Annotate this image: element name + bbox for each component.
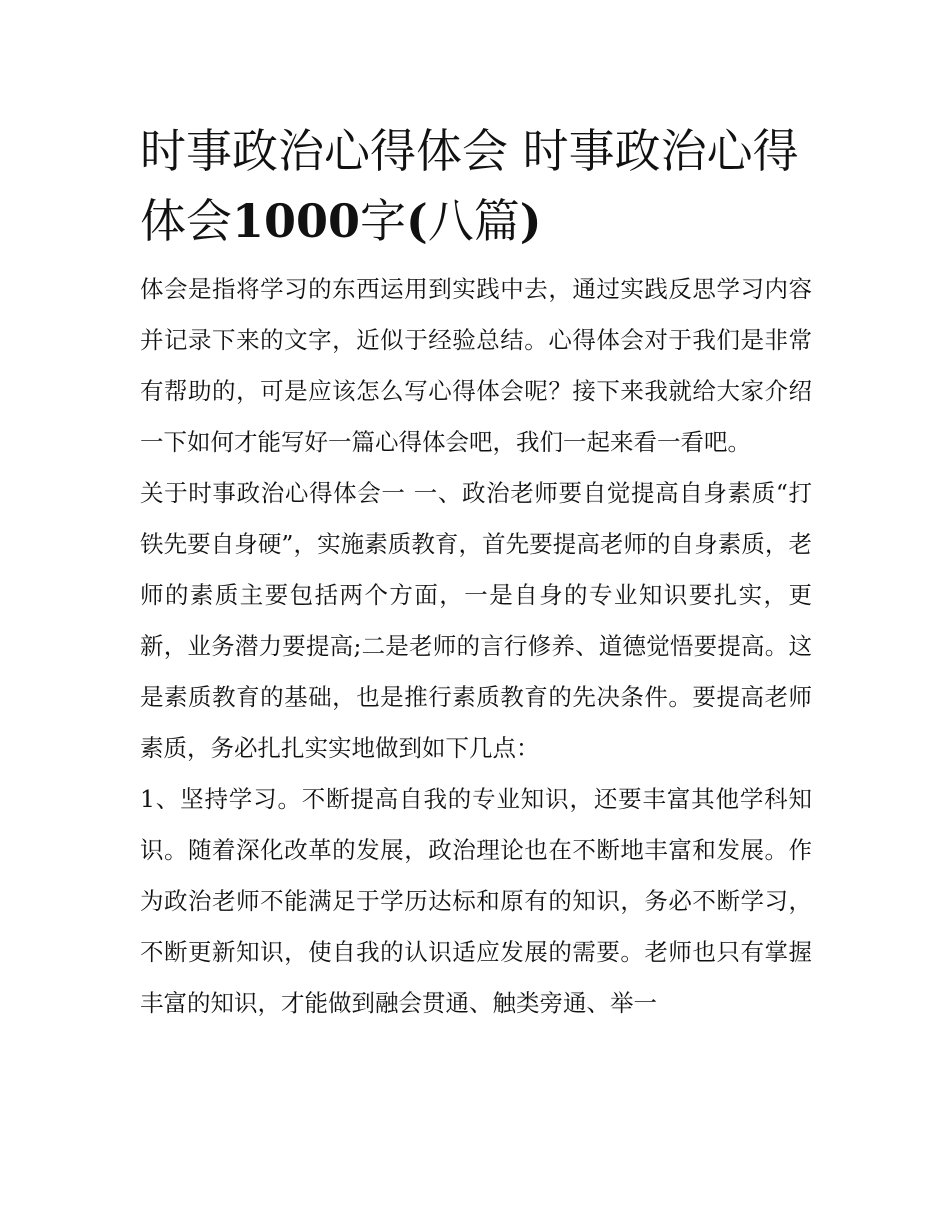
document-body (140, 116, 812, 1029)
paragraph-intro: 体会是指将学习的东西运用到实践中去，通过实践反思学习内容并记录下来的文字，近似于经验总结。心得体会对于我们是非常有帮助的，可是应该怎么写心得体会呢？接下来我就给大家介绍一下如何才能写好一篇心得体会吧，我们一起来看一看吧。 (140, 275, 812, 456)
paragraph-point-one: 1、坚持学习。不断提高自我的专业知识，还要丰富其他学科知识。随着深化改革的发展，政治理论也在不断地丰富和发展。作为政治老师不能满足于学历达标和原有的知识，务必不断学习，不断更新知识，使自我的认识适应发展的需要。老师也只有掌握丰富的知识，才能做到融会贯通、触类旁通、举一 (140, 785, 812, 1017)
paragraph-section-one: 关于时事政治心得体会一 一、政治老师要自觉提高自身素质“打铁先要自身硬”，实施素质教育，首先要提高老师的自身素质，老师的素质主要包括两个方面，一是自身的专业知识要扎实，更新，业务潜力要提高;二是老师的言行修养、道德觉悟要提高。这是素质教育的基础，也是推行素质教育的先决条件。要提高老师素质，务必扎扎实实地做到如下几点： (140, 479, 812, 762)
document-title: 时事政治心得体会 时事政治心得体会1000字(八篇) (140, 124, 799, 248)
